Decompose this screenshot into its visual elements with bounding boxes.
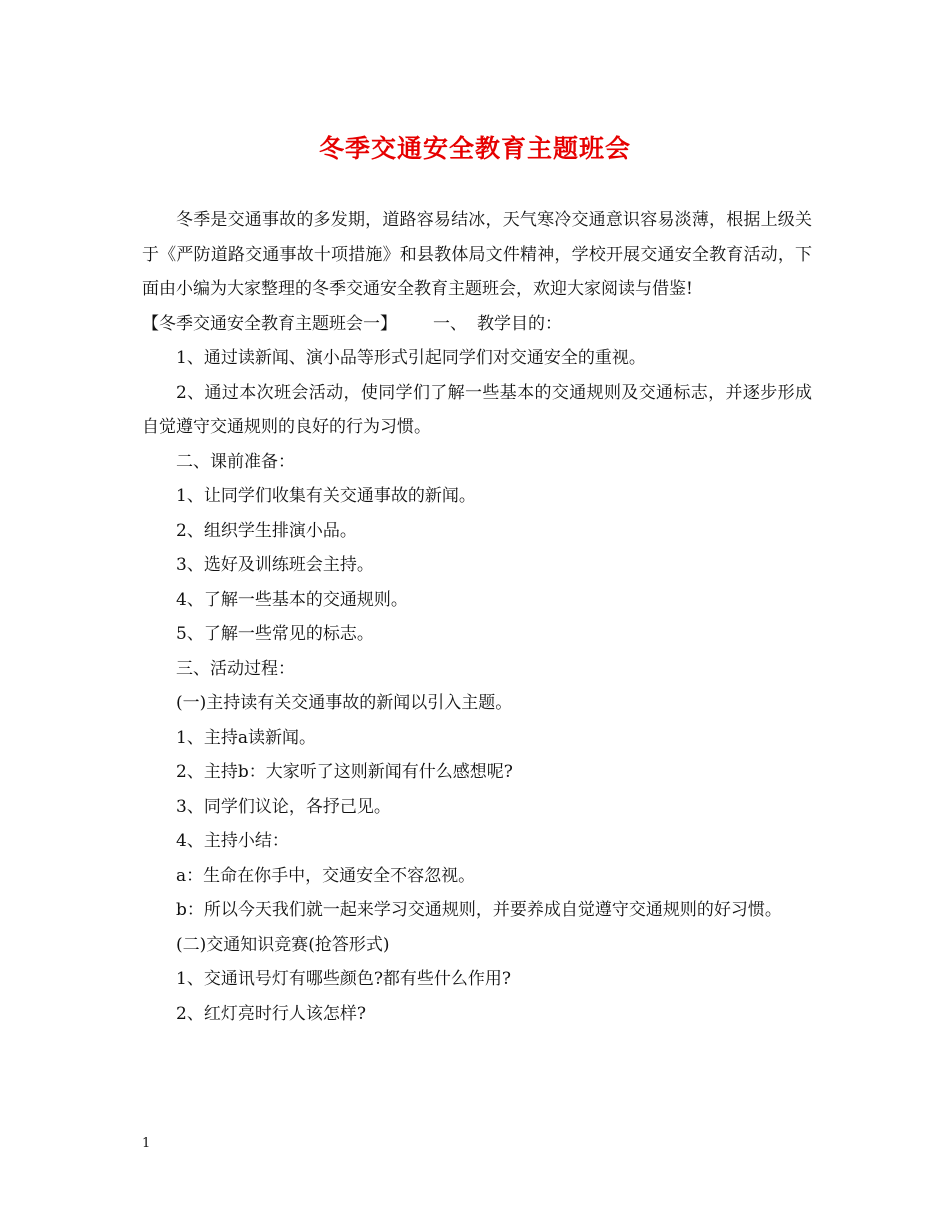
paragraph-quiz-1: 1、交通讯号灯有哪些颜色?都有些什么作用? — [176, 969, 512, 989]
first-item-text: 教学目的： — [477, 313, 562, 334]
document-body — [142, 203, 812, 1031]
paragraph-preparation-3: 3、选好及训练班会主持。 — [176, 555, 374, 575]
section-heading-line — [142, 307, 812, 342]
section-heading: 【冬季交通安全教育主题班会一】 — [142, 313, 397, 334]
document-title: 冬季交通安全教育主题班会 — [318, 134, 631, 163]
first-item-number: 一、 — [433, 313, 467, 334]
paragraph-process-part-2: (二)交通知识竞赛(抢答形式) — [176, 934, 390, 955]
page-number: 1 — [142, 1136, 151, 1151]
paragraph-preparation-heading: 二、课前准备： — [176, 451, 295, 472]
paragraph-preparation-1: 1、让同学们收集有关交通事故的新闻。 — [176, 486, 476, 506]
paragraph-quiz-2: 2、红灯亮时行人该怎样? — [176, 1003, 366, 1024]
paragraph-process-step-1: 1、主持a读新闻。 — [176, 727, 316, 748]
paragraph-preparation-2: 2、组织学生排演小品。 — [176, 520, 357, 541]
paragraph-process-step-2: 2、主持b：大家听了这则新闻有什么感想呢? — [176, 762, 513, 782]
paragraph-objective-2: 2、通过本次班会活动，使同学们了解一些基本的交通规则及交通标志，并逐步形成自觉遵守交通规则的良好的行为习惯。 — [142, 382, 812, 437]
paragraph-process-step-3: 3、同学们议论，各抒己见。 — [176, 796, 391, 817]
paragraph-process-part-1: (一)主持读有关交通事故的新闻以引入主题。 — [176, 693, 513, 713]
paragraph-preparation-5: 5、了解一些常见的标志。 — [176, 624, 374, 644]
paragraph-objective-1: 1、通过读新闻、演小品等形式引起同学们对交通安全的重视。 — [176, 348, 646, 368]
intro-paragraph: 冬季是交通事故的多发期，道路容易结冰，天气寒冷交通意识容易淡薄，根据上级关于《严防道路交通事故十项措施》和县教体局文件精神，学校开展交通安全教育活动，下面由小编为大家整理的冬季交通安全教育主题班会，欢迎大家阅读与借鉴! — [142, 210, 812, 299]
paragraph-summary-b: b：所以今天我们就一起来学习交通规则，并要养成自觉遵守交通规则的好习惯。 — [176, 900, 782, 920]
paragraph-process-heading: 三、活动过程： — [176, 658, 295, 679]
paragraph-summary-a: a：生命在你手中，交通安全不容忽视。 — [176, 865, 476, 886]
paragraph-process-step-4: 4、主持小结： — [176, 831, 289, 851]
paragraph-preparation-4: 4、了解一些基本的交通规则。 — [176, 589, 408, 610]
